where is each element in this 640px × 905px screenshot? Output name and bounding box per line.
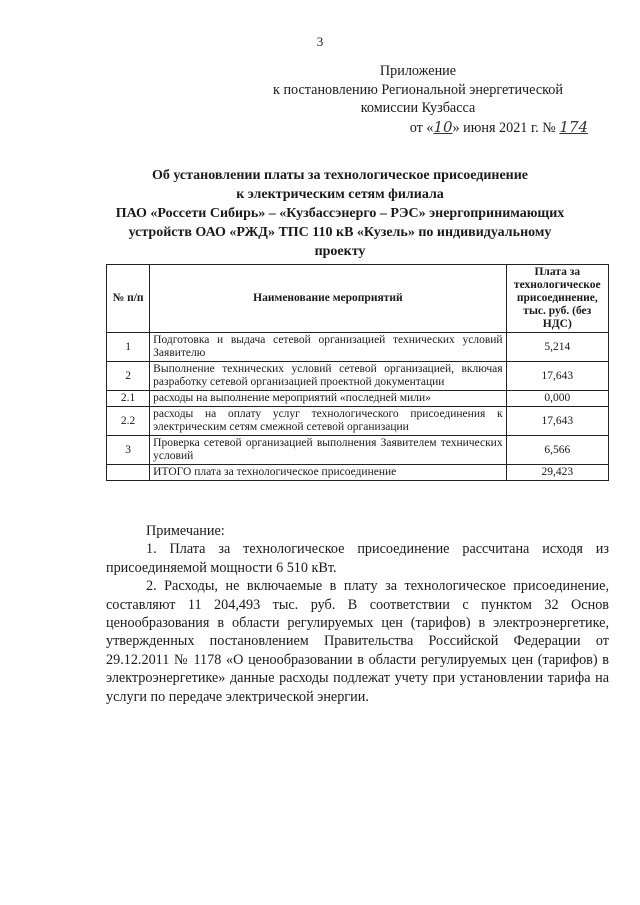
row-price: 17,643	[506, 407, 608, 436]
table-row	[107, 333, 609, 362]
cost-table	[106, 264, 609, 481]
handwritten-number: 174	[559, 117, 588, 136]
notes-section	[106, 522, 609, 706]
title-line: устройств ОАО «РЖД» ТПС 110 кВ «Кузель» по индивидуальному	[128, 225, 552, 240]
appendix-commission-line: комиссии Кузбасса	[360, 100, 476, 116]
appendix-resolution-line: к постановлению Региональной энергетической	[273, 81, 563, 98]
title-line: к электрическим сетям филиала	[236, 187, 444, 202]
handwritten-day: 10	[433, 117, 453, 136]
appendix-header	[248, 62, 588, 137]
notes-heading: Примечание:	[146, 523, 225, 539]
table-row	[107, 391, 609, 407]
header-price: Плата за технологическое присоединение, тыс. руб. (без НДС)	[506, 265, 608, 333]
row-name: расходы на выполнение мероприятий «последней мили»	[150, 391, 506, 407]
table-row	[107, 436, 609, 465]
row-num: 1	[107, 333, 150, 362]
row-name: Проверка сетевой организацией выполнения Заявителем технических условий	[150, 436, 506, 465]
appendix-date-line	[248, 118, 588, 138]
row-name: Выполнение технических условий сетевой организацией, включая разработку сетевой организацией проектной документации	[150, 362, 506, 391]
note-item: 2. Расходы, не включаемые в плату за технологическое присоединение, составляют 11 204,493 тыс. руб. В соответствии с пунктом 32 Основ ценообразования в области регулируемых цен (тарифов) в электроэнергетике, утвержденных постановлением Правительства Российской Федерации от 29.12.2011 № 1178 «О ценообразовании в области регулируемых цен (тарифов) в электроэнергетике» данные расходы подлежат учету при установлении тарифа на услуги по передаче электрической энергии.	[106, 578, 609, 705]
table-row	[107, 362, 609, 391]
row-name: расходы на оплату услуг технологического присоединения к электрическим сетям смежной сетевой организации	[150, 407, 506, 436]
date-prefix: от «	[409, 119, 434, 136]
row-num: 2	[107, 362, 150, 391]
row-price: 29,423	[506, 465, 608, 481]
row-num: 3	[107, 436, 150, 465]
row-price: 0,000	[506, 391, 608, 407]
table-row	[107, 407, 609, 436]
row-num	[107, 465, 150, 481]
row-name: Подготовка и выдача сетевой организацией технических условий Заявителю	[150, 333, 506, 362]
row-price: 5,214	[506, 333, 608, 362]
title-line: ПАО «Россети Сибирь» – «Кузбассэнерго – РЭС» энергопринимающих	[115, 206, 565, 221]
note-item: 1. Плата за технологическое присоединение рассчитана исходя из присоединяемой мощности 6 510 кВт.	[106, 541, 609, 576]
page-number: 3	[316, 34, 324, 49]
header-num: № п/п	[107, 265, 150, 333]
table-total-row	[107, 465, 609, 481]
date-middle: » июня 2021 г. №	[452, 119, 556, 136]
row-price: 6,566	[506, 436, 608, 465]
title-line: проекту	[314, 244, 366, 259]
title-line: Об установлении платы за технологическое присоединение	[151, 168, 529, 183]
row-num: 2.1	[107, 391, 150, 407]
row-num: 2.2	[107, 407, 150, 436]
row-name: ИТОГО плата за технологическое присоединение	[150, 465, 506, 481]
appendix-title: Приложение	[379, 63, 457, 79]
document-title	[80, 166, 600, 261]
row-price: 17,643	[506, 362, 608, 391]
header-name: Наименование мероприятий	[150, 265, 506, 333]
table-header-row	[107, 265, 609, 333]
